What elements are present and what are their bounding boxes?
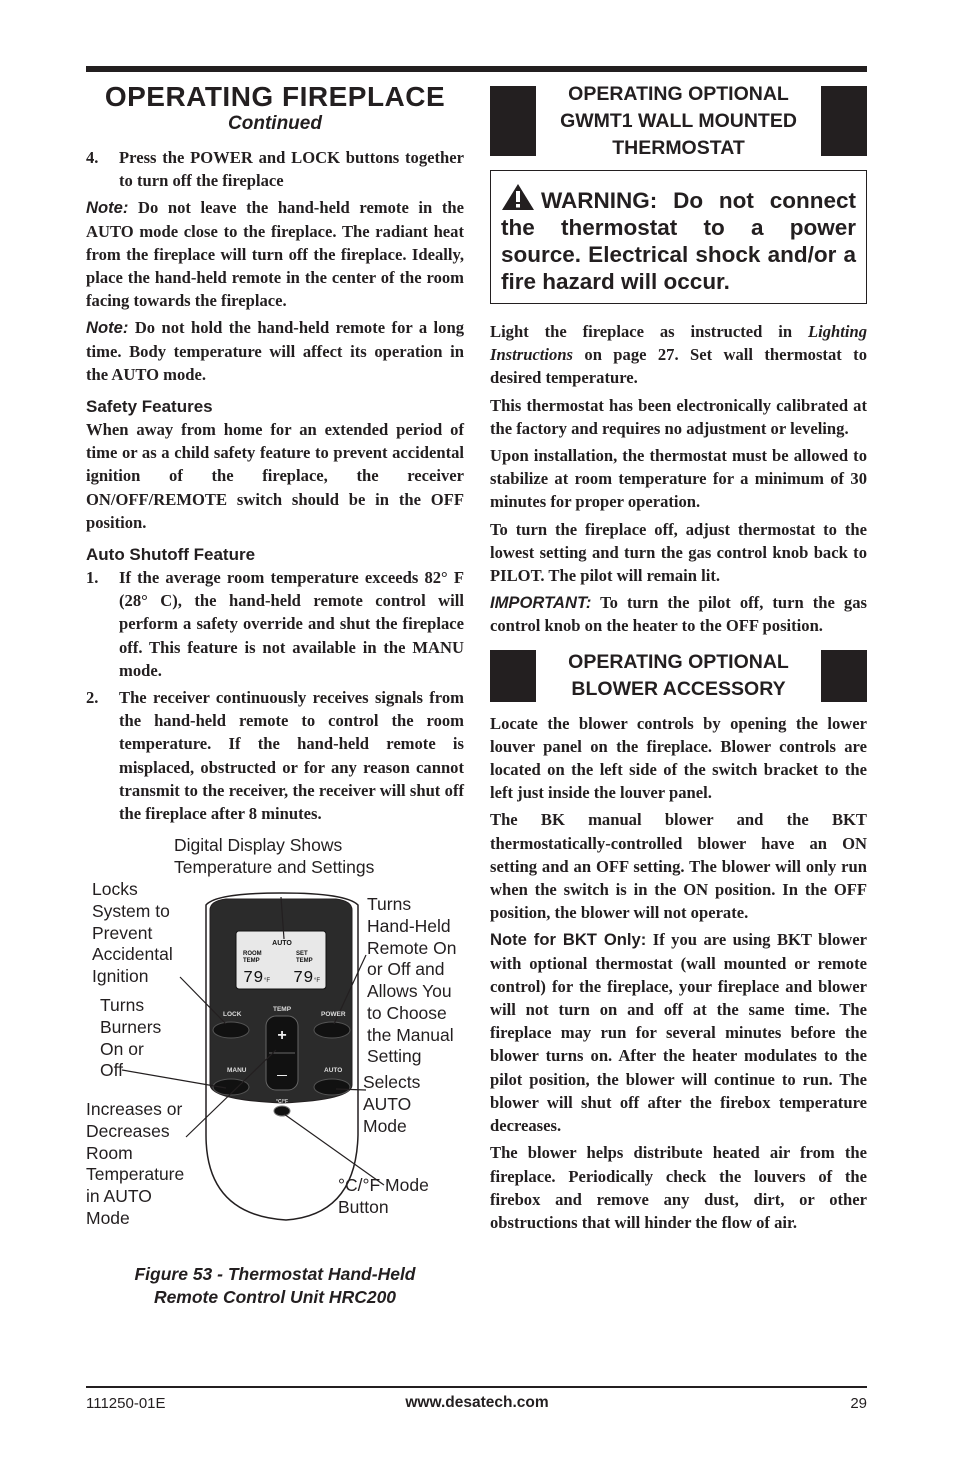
label-display: Digital Display Shows Temperature and Settings <box>174 835 375 877</box>
label-cf: °C/°F Mode Button <box>338 1175 429 1217</box>
website-link[interactable]: www.desatech.com <box>405 1394 549 1411</box>
item-number: 2. <box>86 688 99 708</box>
remote-power-label: POWER <box>321 1011 346 1019</box>
note-text: Do not hold the hand-held remote for a long time. Body temperature will affect its operation in the AUTO mode. <box>86 318 464 384</box>
remote-cf-label: °C/°F <box>275 1099 289 1106</box>
para-locate-blower: Locate the blower controls by opening the lower louver panel on the fireplace. Blower controls are located on the left side of the switch bracket to the left just inside the louver panel. <box>490 713 867 803</box>
important-label: IMPORTANT: <box>490 593 592 613</box>
bkt-label: Note for BKT Only: <box>490 930 647 950</box>
remote-set-unit: °F <box>314 978 321 985</box>
banner-block-left <box>490 86 536 156</box>
label-turns-burners: Turns Burners On or Off <box>100 995 162 1081</box>
para-bk-blower: The BK manual blower and the BKT thermostatically-controlled blower have an ON setting and an OFF setting. The blower will only run when the switch is in the ON position. In the OFF position, the blower will not operate. <box>490 810 867 923</box>
remote-set-temp-2: TEMP <box>296 958 313 965</box>
section-title: OPERATING FIREPLACE <box>104 81 446 112</box>
power-button <box>314 1022 350 1038</box>
label-turns-remote: Turns Hand-Held Remote On or Off and Allows You to Choose the Manual Setting <box>367 894 457 1067</box>
cf-button <box>274 1106 290 1116</box>
banner-title: OPERATING OPTIONAL GWMT1 WALL MOUNTED THERMOSTAT <box>560 82 797 159</box>
remote-set-value: 79 <box>293 969 314 989</box>
para-stabilize: Upon installation, the thermostat must be allowed to stabilize at room temperature for a minimum of 30 minutes for proper operation. <box>490 446 867 512</box>
banner-title: OPERATING OPTIONAL BLOWER ACCESSORY <box>568 650 789 700</box>
page-number: 29 <box>850 1395 867 1412</box>
left-column <box>86 80 464 1309</box>
note-2 <box>86 316 464 386</box>
right-column <box>490 80 867 1238</box>
step-number: 4. <box>86 148 99 167</box>
safety-heading: Safety Features <box>86 397 213 417</box>
document-number: 111250-01E <box>86 1395 166 1412</box>
auto-item-2 <box>86 686 464 825</box>
note-text: Do not leave the hand-held remote in the AUTO mode close to the fireplace. The radiant heat from the fireplace will turn off the fireplace. Ideally, place the hand-held remote in the center of the room facing towards the fireplace. <box>86 198 464 311</box>
warning-icon <box>501 183 535 211</box>
label-increases: Increases or Decreases Room Temperature in AUTO Mode <box>86 1099 185 1228</box>
item-text: If the average room temperature exceeds 82° F (28° C), the hand-held remote control will perform a safety override and shut the fireplace off. This feature is not available in the MANU mode. <box>119 568 464 680</box>
figure-caption: Figure 53 - Thermostat Hand-Held Remote Control Unit HRC200 <box>134 1264 416 1308</box>
banner-wall-thermostat <box>490 82 867 159</box>
warning-text: WARNING: Do not connect the thermostat to a power source. Electrical shock and/or a fire hazard will occur. <box>501 188 856 294</box>
lock-button <box>213 1022 249 1038</box>
lighting-instructions-ref: Lighting Instructions <box>490 322 867 365</box>
remote-room-temp-1: ROOM <box>243 951 262 958</box>
para-bkt-note: Note for BKT Only: If you are using BKT blower with optional thermostat (wall mounted or remote control) for the fireplace, your fireplace and blower will not turn on and off at the same time. The fireplace may run for several minutes before the blower turns on. After the heater modulates to the pilot position, the blower will continue to run. The blower will shut off after the firebox temperature decreases. <box>490 930 867 1136</box>
remote-auto-label: AUTO <box>272 940 292 948</box>
remote-room-unit: °F <box>264 978 271 985</box>
para-turn-off: To turn the fireplace off, adjust thermostat to the lowest setting and turn the gas control knob back to PILOT. The pilot will remain lit. <box>490 519 867 586</box>
item-number: 1. <box>86 568 99 588</box>
label-selects: Selects AUTO Mode <box>363 1072 421 1136</box>
step-4 <box>86 146 464 192</box>
remote-auto-btn-label: AUTO <box>324 1067 343 1075</box>
auto-shutoff-heading: Auto Shutoff Feature <box>86 545 256 565</box>
section-subtitle: Continued <box>228 113 322 134</box>
step-text: Press the POWER and LOCK buttons together to turn off the fireplace <box>119 148 464 191</box>
banner-block-left <box>490 650 536 702</box>
banner-block-right <box>821 650 867 702</box>
safety-text: When away from home for an extended period of time or as a child safety feature to prevent accidental ignition of the fireplace, the receiver ON/OFF/REMOTE switch should be in the OFF position. <box>86 420 464 532</box>
warning-box <box>490 170 867 304</box>
note-1 <box>86 196 464 312</box>
top-rule <box>86 66 867 72</box>
remote-room-value: 79 <box>243 969 264 989</box>
remote-lock-label: LOCK <box>223 1011 242 1019</box>
note-label: Note: <box>86 198 129 218</box>
remote-room-temp-2: TEMP <box>243 958 260 965</box>
auto-item-1 <box>86 566 464 682</box>
remote-manu-label: MANU <box>227 1067 247 1075</box>
banner-block-right <box>821 86 867 156</box>
remote-minus: — <box>277 1070 287 1082</box>
footer-rule <box>86 1386 867 1388</box>
remote-set-temp-1: SET <box>296 951 308 958</box>
label-locks: Locks System to Prevent Accidental Ignition <box>92 879 173 987</box>
para-blower-helps: The blower helps distribute heated air from the fireplace. Periodically check the louvers of the firebox and remove any dust, dirt, or other obstructions that will hinder the flow of air. <box>490 1143 867 1232</box>
remote-plus: + <box>277 1027 287 1045</box>
remote-figure <box>86 835 464 1255</box>
para-calibrated: This thermostat has been electronically calibrated at the factory and requires no adjustment or leveling. <box>490 395 867 438</box>
remote-temp-label: TEMP <box>272 1006 292 1014</box>
para-light: Light the fireplace as instructed in Lighting Instructions on page 27. Set wall thermostat to desired temperature. <box>490 322 867 388</box>
auto-button <box>314 1079 350 1095</box>
note-label: Note: <box>86 318 129 338</box>
item-text: The receiver continuously receives signals from the hand-held remote to control the room temperature. If the hand-held remote is misplaced, obstructed or for any reason cannot transmit to the receiver, the receiver will shut off the fireplace after 8 minutes. <box>119 688 464 824</box>
para-important: IMPORTANT: To turn the pilot off, turn the gas control knob on the heater to the OFF position. <box>490 593 867 636</box>
banner-blower <box>490 650 867 702</box>
